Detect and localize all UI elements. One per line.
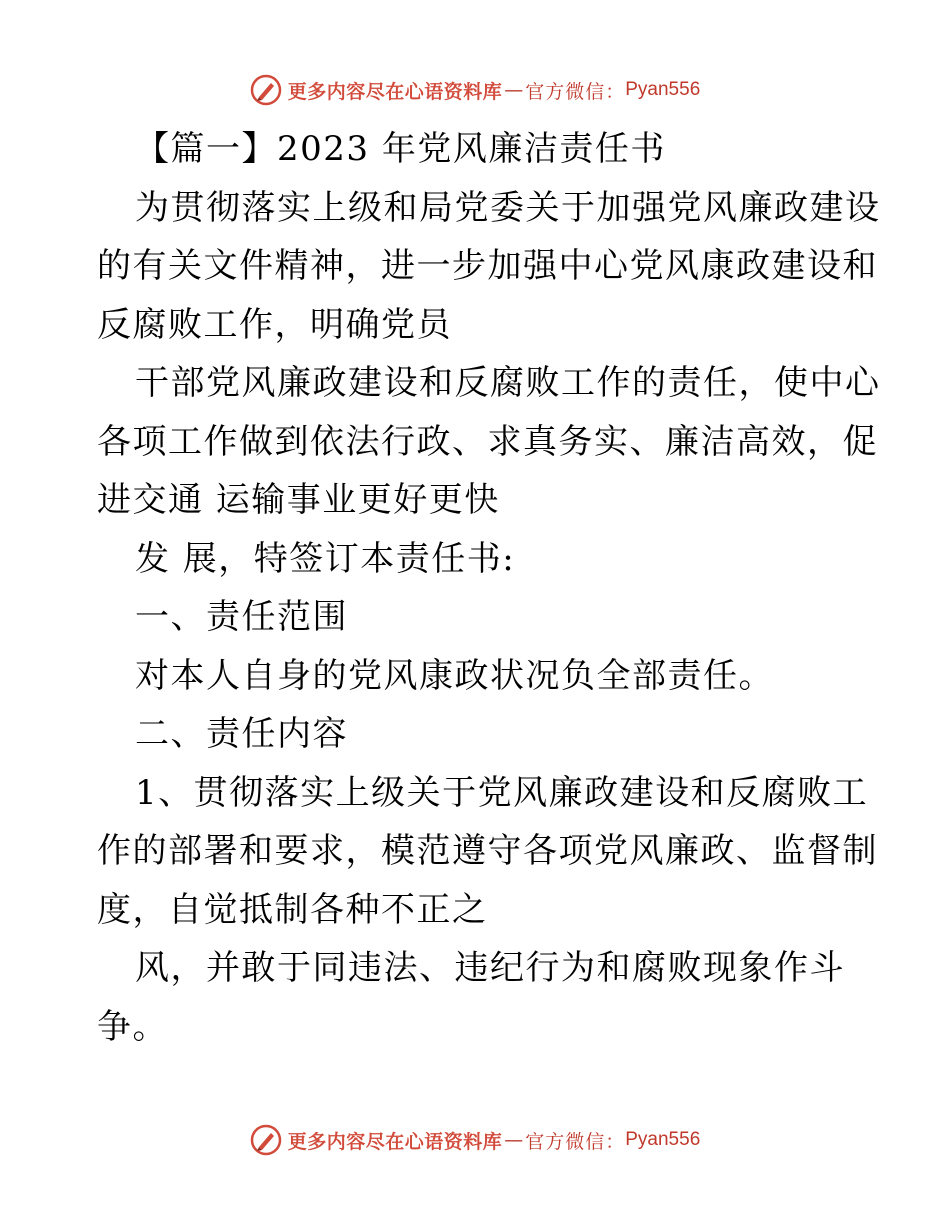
paragraph-line: 发 展，特签订本责任书: xyxy=(135,538,516,579)
document-body xyxy=(97,120,881,1056)
paragraph-line: 为贯彻落实上级和局党委关于加强党风廉政建设 xyxy=(135,187,881,228)
pen-logo-icon xyxy=(250,74,282,106)
header-banner xyxy=(0,70,950,110)
paragraph-line: 度，自觉抵制各种不正之 xyxy=(97,889,488,930)
section-heading: 二、责任内容 xyxy=(135,714,348,754)
paragraph-line: 1、贯彻落实上级关于党风廉政建设和反腐败工 xyxy=(135,772,869,813)
paragraph-line: 各项工作做到依法行政、求真务实、廉洁高效，促 xyxy=(97,421,878,462)
paragraph-line: 进交通 运输事业更好更快 xyxy=(97,480,500,520)
wechat-id: Pyan556 xyxy=(625,79,701,100)
paragraph-line: 风，并敢于同违法、违纪行为和腐败现象作斗 xyxy=(135,948,845,988)
footer-banner xyxy=(0,1120,950,1160)
banner-dash: — xyxy=(504,1129,524,1151)
paragraph-line: 干部党风廉政建设和反腐败工作的责任，使中心 xyxy=(135,363,881,403)
official-wechat-label: 官方微信： xyxy=(525,1130,626,1153)
paragraph-line: 作的部署和要求，模范遵守各项党风廉政、监督制 xyxy=(97,831,878,871)
official-wechat-label: 官方微信： xyxy=(525,80,626,103)
promo-text: 更多内容尽在心语资料库 xyxy=(287,1130,503,1153)
promo-text: 更多内容尽在心语资料库 xyxy=(287,80,503,103)
document-title: 【篇一】2023 年党风廉洁责任书 xyxy=(135,129,666,169)
paragraph-line: 的有关文件精神，进一步加强中心党风康政建设和 xyxy=(97,246,878,286)
pen-logo-icon xyxy=(250,1124,282,1156)
paragraph-line: 争。 xyxy=(97,1006,168,1047)
paragraph-line: 反腐败工作，明确党员 xyxy=(97,304,452,345)
banner-dash: — xyxy=(504,79,524,101)
section-heading: 一、责任范围 xyxy=(135,597,348,637)
paragraph-line: 对本人自身的党风康政状况负全部责任。 xyxy=(135,655,774,696)
wechat-id: Pyan556 xyxy=(625,1129,701,1150)
